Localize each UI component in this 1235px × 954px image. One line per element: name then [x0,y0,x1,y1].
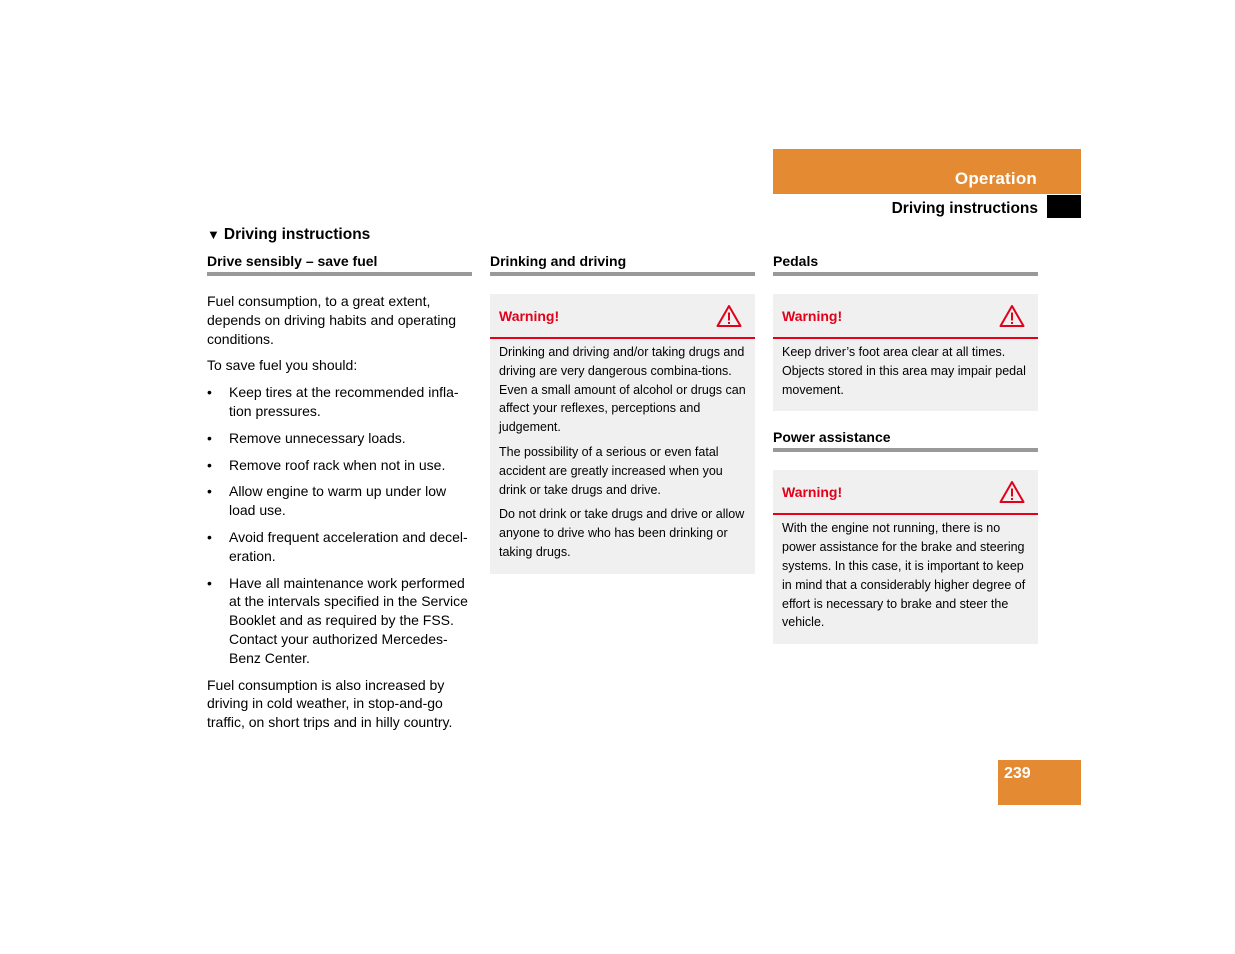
fuel-lead: To save fuel you should: [207,357,358,374]
warning-paragraph: With the engine not running, there is no power assistance for the brake and steering systems. In this case, it is important to keep in mind that a considerably higher degree of effort is necessary to brake and steer the vehicle. [782,521,1026,630]
column-pedals [773,253,1038,644]
warning-body [490,339,755,574]
warning-triangle-icon [716,304,742,328]
fuel-body [207,292,472,732]
warning-paragraph: Drinking and driving and/or taking drugs and driving are very dangerous combina-tions. Even a small amount of alcohol or drugs can affect your reflexes, perceptions and judgement. [499,345,746,435]
section-title-text: Driving instructions [223,226,371,243]
heading-power-assistance: Power assistance [773,429,1038,452]
warning-header [773,294,1038,339]
fuel-tips-list [207,383,472,667]
warning-box-drinking [490,294,755,574]
page-number: 239 [1004,765,1031,782]
list-item: • Have all maintenance work performed at the intervals specified in the Service Booklet and as required by the FSS. Contact your authorized Mercedes-Benz Center. [207,574,472,668]
fuel-intro: Fuel consumption, to a great extent, depends on driving habits and operating conditions. [207,293,457,347]
section-title [207,226,370,244]
warning-label: Warning! [782,308,843,324]
warning-box-power-assistance [773,470,1038,644]
heading-pedals: Pedals [773,253,1038,276]
warning-header [490,294,755,339]
warning-paragraph: Keep driver’s foot area clear at all times. Objects stored in this area may impair pedal movement. [782,345,1026,397]
heading-drive-sensibly: Drive sensibly – save fuel [207,253,472,276]
heading-drinking-driving: Drinking and driving [490,253,755,276]
warning-triangle-icon [999,304,1025,328]
warning-triangle-icon [999,480,1025,504]
warning-box-pedals [773,294,1038,411]
chapter-header-box [773,149,1081,194]
warning-body [773,515,1038,644]
fuel-closing: Fuel consumption is also increased by driving in cold weather, in stop-and-go traffic, on short trips and in hilly country. [207,676,453,731]
list-item: • Allow engine to warm up under low load use. [207,482,472,520]
column-drinking [490,253,755,574]
subchapter-title: Driving instructions [891,200,1038,217]
chapter-title: Operation [954,169,1037,188]
triangle-down-icon: ▼ [207,227,220,242]
warning-body [773,339,1038,411]
list-item: • Keep tires at the recommended infla-tion pressures. [207,383,472,421]
warning-header [773,470,1038,515]
list-item: • Avoid frequent acceleration and decel-eration. [207,528,472,566]
list-item: • Remove roof rack when not in use. [207,456,472,475]
warning-label: Warning! [499,308,560,324]
warning-paragraph: Do not drink or take drugs and drive or allow anyone to drive who has been drinking or taking drugs. [499,507,745,559]
column-fuel [207,253,472,740]
page-number-box [998,760,1081,805]
chapter-marker [1047,195,1081,218]
warning-label: Warning! [782,484,843,501]
warning-paragraph: The possibility of a serious or even fatal accident are greatly increased when you drink or take drugs and drive. [499,444,723,497]
list-item: • Remove unnecessary loads. [207,429,472,448]
